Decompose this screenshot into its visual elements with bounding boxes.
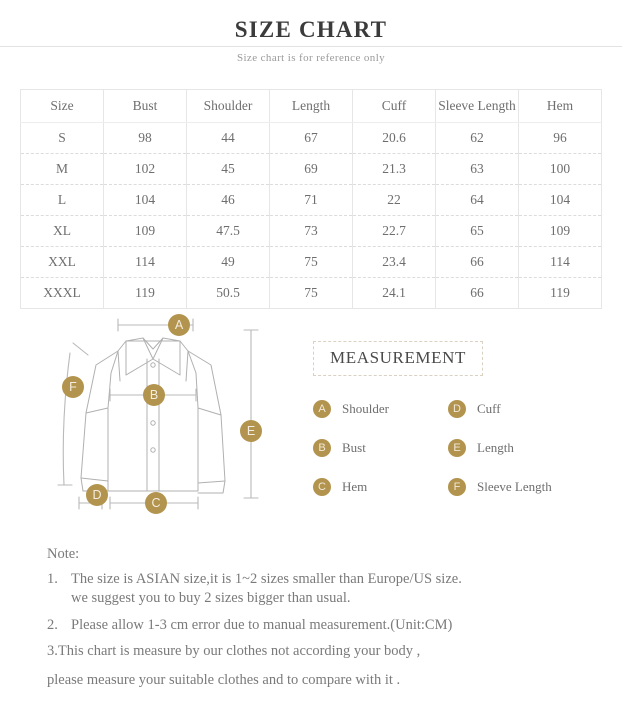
legend-item-length (448, 439, 583, 457)
shirt-button (151, 363, 155, 367)
diagram-marker-f-sleeve-length: F (62, 376, 84, 398)
page-subtitle: Size chart is for reference only (236, 52, 386, 64)
diagram-marker-c-hem: C (145, 492, 167, 514)
legend-label-sleeve-length: Sleeve Length (477, 479, 552, 494)
page-title-text: SIZE CHART (221, 17, 401, 42)
legend-badge-b-icon: B (313, 439, 331, 457)
cell-cuff: 23.4 (353, 247, 436, 278)
note-item-2 (47, 616, 607, 636)
cell-length: 73 (270, 216, 353, 247)
cell-hem: 100 (519, 154, 602, 185)
cell-shoulder: 44 (187, 123, 270, 154)
cell-hem: 104 (519, 185, 602, 216)
cell-hem: 109 (519, 216, 602, 247)
legend-item-cuff (448, 400, 583, 418)
shirt-collar-left (126, 338, 153, 375)
shirt-sleeve-right (188, 351, 225, 483)
legend-badge-c-icon: C (313, 478, 331, 496)
cell-sleeve-length: 64 (436, 185, 519, 216)
cell-size: S (21, 123, 104, 154)
cell-shoulder: 45 (187, 154, 270, 185)
column-header-bust: Bust (104, 90, 187, 123)
dimension-line-sleeve-length (63, 353, 70, 485)
legend-item-bust (313, 439, 448, 457)
legend-label-bust: Bust (342, 440, 366, 455)
legend-item-hem (313, 478, 448, 496)
cell-bust: 104 (104, 185, 187, 216)
legend-badge-e-icon: E (448, 439, 466, 457)
notes-heading: Note: (47, 546, 80, 562)
table-row (21, 216, 602, 247)
cell-shoulder: 46 (187, 185, 270, 216)
cell-size: L (21, 185, 104, 216)
table-row (21, 247, 602, 278)
legend-label-length: Length (477, 440, 514, 455)
cell-length: 75 (270, 278, 353, 309)
legend-item-shoulder (313, 400, 448, 418)
cell-hem: 96 (519, 123, 602, 154)
column-header-hem: Hem (519, 90, 602, 123)
cell-cuff: 24.1 (353, 278, 436, 309)
size-table-container (20, 89, 602, 309)
cell-shoulder: 49 (187, 247, 270, 278)
note-item-1 (47, 570, 607, 609)
legend-badge-d-icon: D (448, 400, 466, 418)
page-title (0, 17, 622, 43)
column-header-size: Size (21, 90, 104, 123)
cell-hem: 119 (519, 278, 602, 309)
cell-bust: 119 (104, 278, 187, 309)
size-table (20, 89, 602, 309)
cell-bust: 109 (104, 216, 187, 247)
cell-cuff: 21.3 (353, 154, 436, 185)
cell-cuff: 22 (353, 185, 436, 216)
measurement-diagram-section (0, 303, 622, 538)
note-1-line-2: we suggest you to buy 2 sizes bigger than usual. (71, 590, 351, 607)
legend-badge-a-icon: A (313, 400, 331, 418)
cell-sleeve-length: 63 (436, 154, 519, 185)
note-1-number: 1. (47, 570, 58, 587)
shirt-body-outline (108, 341, 198, 491)
table-row (21, 154, 602, 185)
legend-badge-f-icon: F (448, 478, 466, 496)
title-divider (0, 46, 622, 47)
diagram-marker-e-length: E (240, 420, 262, 442)
cell-shoulder: 47.5 (187, 216, 270, 247)
cell-length: 71 (270, 185, 353, 216)
diagram-marker-b-bust: B (143, 384, 165, 406)
column-header-shoulder: Shoulder (187, 90, 270, 123)
note-2-body: Please allow 1-3 cm error due to manual measurement.(Unit:CM) (71, 616, 453, 633)
cell-cuff: 22.7 (353, 216, 436, 247)
column-header-cuff: Cuff (353, 90, 436, 123)
legend-label-shoulder: Shoulder (342, 401, 389, 416)
note-1-body (71, 570, 607, 609)
legend-item-sleeve-length (448, 478, 583, 496)
note-item-4: please measure your suitable clothes and to compare with it . (47, 671, 401, 688)
size-table-body (21, 123, 602, 309)
diagram-marker-a-shoulder: A (168, 314, 190, 336)
note-item-3: 3.This chart is measure by our clothes not according your body , (47, 643, 421, 660)
table-row (21, 185, 602, 216)
legend-label-cuff: Cuff (477, 401, 501, 416)
cell-sleeve-length: 65 (436, 216, 519, 247)
cell-sleeve-length: 62 (436, 123, 519, 154)
shirt-button (151, 448, 155, 452)
shirt-sleeve-left (81, 351, 118, 481)
size-table-header (21, 90, 602, 123)
cell-size: XL (21, 216, 104, 247)
cell-bust: 102 (104, 154, 187, 185)
shirt-collar-right (153, 338, 180, 375)
note-1-line-1: The size is ASIAN size,it is 1~2 sizes smaller than Europe/US size. (71, 570, 462, 587)
cell-size: XXXL (21, 278, 104, 309)
measurement-legend-panel (313, 341, 603, 496)
cell-sleeve-length: 66 (436, 247, 519, 278)
cell-size: M (21, 154, 104, 185)
cell-length: 67 (270, 123, 353, 154)
cell-shoulder: 50.5 (187, 278, 270, 309)
table-header-row (21, 90, 602, 123)
diagram-marker-d-cuff: D (86, 484, 108, 506)
column-header-length: Length (270, 90, 353, 123)
shirt-button (151, 421, 155, 425)
cell-bust: 98 (104, 123, 187, 154)
table-row (21, 123, 602, 154)
cell-size: XXL (21, 247, 104, 278)
legend-label-hem: Hem (342, 479, 368, 494)
notes-section (47, 545, 607, 699)
cell-hem: 114 (519, 247, 602, 278)
cell-cuff: 20.6 (353, 123, 436, 154)
column-header-sleeve-length: Sleeve Length (436, 90, 519, 123)
cell-bust: 114 (104, 247, 187, 278)
measurement-legend-grid (313, 400, 603, 496)
cell-length: 75 (270, 247, 353, 278)
cell-length: 69 (270, 154, 353, 185)
page-header (0, 0, 622, 72)
note-2-number: 2. (47, 616, 58, 633)
cell-sleeve-length: 66 (436, 278, 519, 309)
measurement-title: MEASUREMENT (313, 341, 483, 376)
